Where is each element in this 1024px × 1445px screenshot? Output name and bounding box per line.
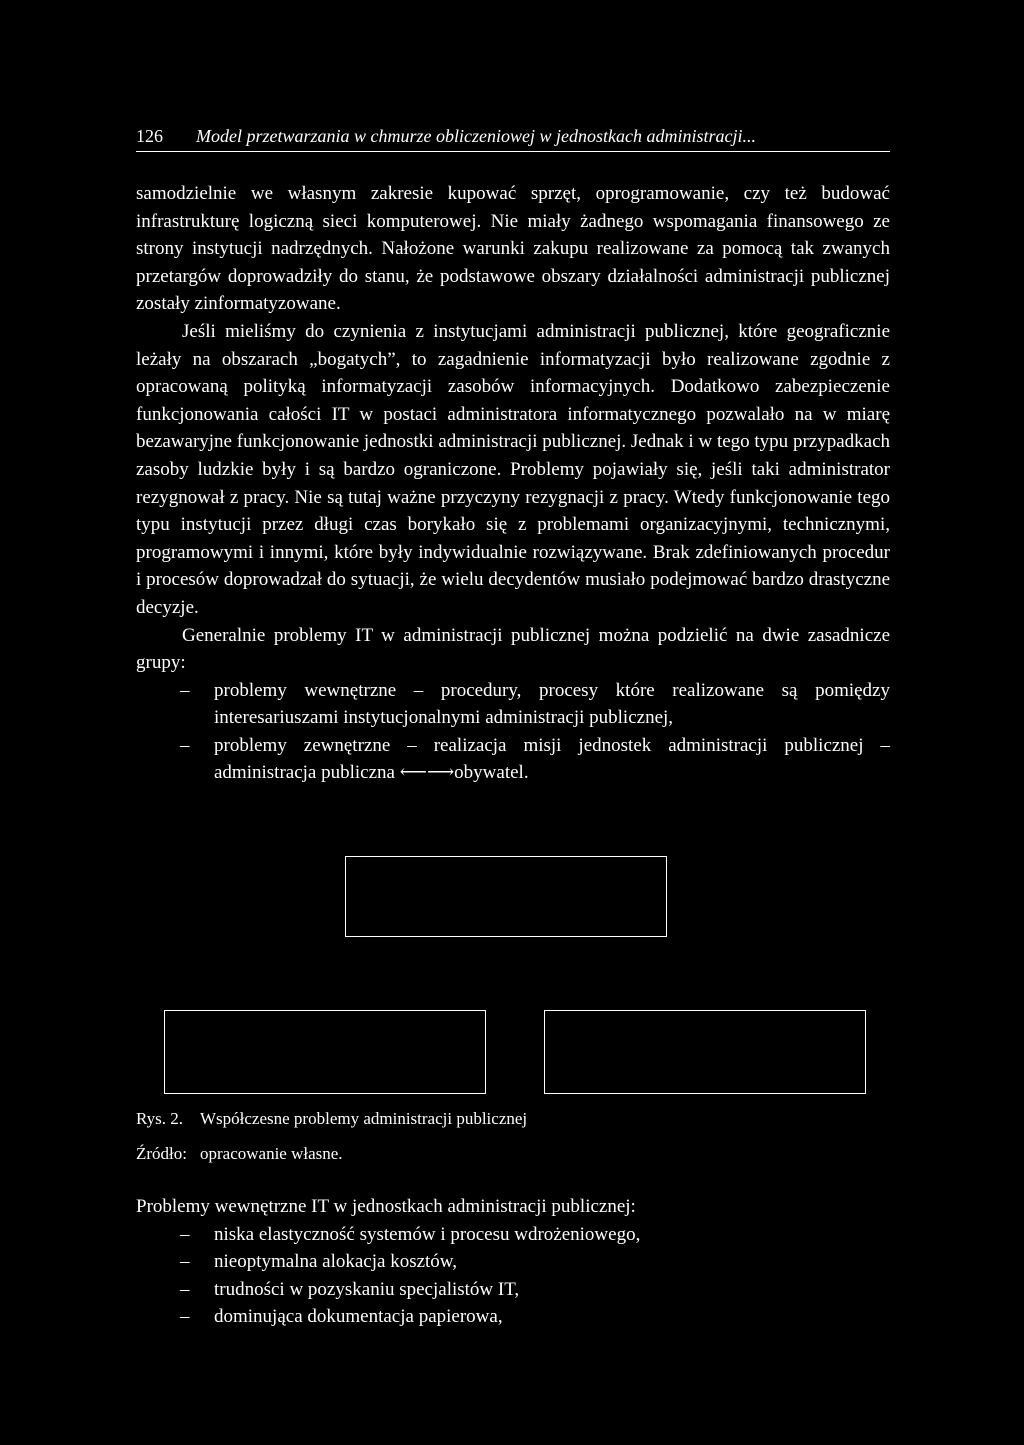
paragraph: Generalnie problemy IT w administracji publicznej można podzielić na dwie zasadnicze grupy: [136, 624, 890, 674]
list-item: – nieoptymalna alokacja kosztów, [136, 1248, 890, 1276]
figure-source [136, 1143, 343, 1165]
source-label: Źródło: [136, 1144, 187, 1163]
diagram-box-top [345, 856, 667, 937]
list-dash: – [180, 1251, 190, 1272]
figure-caption [136, 1108, 527, 1130]
paragraph: Jeśli mieliśmy do czynienia z instytucjami administracji publicznej, które geograficznie leżały na obszarach „bogatych”, to zagadnienie informatyzacji było realizowane zgodnie z opracowaną polityką informatyzacji zasobów informacyjnych. Dodatkowo zabezpieczenie funkcjonowania całości IT w postaci administratora informatycznego pozwalało na w miarę bezawaryjne funkcjonowanie jednostki administracji publicznej. Jednak i w tego typu przypadkach zasoby ludzkie były i są bardzo ograniczone. Problemy pojawiały się, jeśli taki administrator rezygnował z pracy. Nie są tutaj ważne przyczyny rezygnacji z pracy. Wtedy funkcjonowanie tego typu instytucji przez długi czas borykało się z problemami organizacyjnymi, technicznymi, programowymi i innymi, które były indywidualnie rozwiązywane. Brak zdefiniowanych procedur i procesów doprowadzał do sytuacji, że wielu decydentów musiało podejmować bardzo drastyczne decyzje. [136, 320, 890, 618]
section-intro: Problemy wewnętrzne IT w jednostkach administracji publicznej: [136, 1196, 636, 1217]
list-dash: – [180, 679, 190, 701]
running-title: Model przetwarzania w chmurze obliczeniowej w jednostkach administracji... [196, 126, 756, 146]
figure-label: Rys. 2. [136, 1109, 184, 1128]
list-item: – problemy wewnętrzne – procedury, procesy które realizowane są pomiędzy interesariuszami instytucjonalnymi administracji publicznej, [136, 677, 890, 732]
list-dash: – [180, 1223, 190, 1245]
list-item: – trudności w pozyskaniu specjalistów IT, [136, 1276, 890, 1304]
main-text [136, 180, 890, 787]
list-dash: – [180, 1306, 190, 1327]
list-item: – niska elastyczność systemów i procesu wdrożeniowego, [136, 1221, 890, 1249]
internal-problems-list [136, 1221, 890, 1331]
problem-groups-list [136, 677, 890, 787]
list-item: – dominująca dokumentacja papierowa, [136, 1303, 890, 1331]
page-number: 126 [136, 126, 163, 146]
list-dash: – [180, 1278, 190, 1300]
diagram-box-right [544, 1010, 866, 1094]
running-header [136, 124, 890, 152]
list-dash: – [180, 734, 190, 756]
list-item: – problemy zewnętrzne – realizacja misji jednostek administracji publicznej – administracja publiczna ⟵⟶obywatel. [136, 732, 890, 787]
paragraph: samodzielnie we własnym zakresie kupować sprzęt, oprogramowanie, czy też budować infrastrukturę logiczną sieci komputerowej. Nie miały żadnego wspomagania finansowego ze strony instytucji nadrzędnych. Nałożone warunki zakupu realizowane za pomocą tak zwanych przetargów doprowadziły do stanu, że podstawowe obszary działalności administracji publicznej zostały zinformatyzowane. [136, 183, 890, 315]
source-text: opracowanie własne. [200, 1144, 343, 1163]
diagram-box-left [164, 1010, 486, 1094]
figure-title: Współczesne problemy administracji publicznej [200, 1109, 528, 1128]
internal-problems-section [136, 1193, 890, 1331]
